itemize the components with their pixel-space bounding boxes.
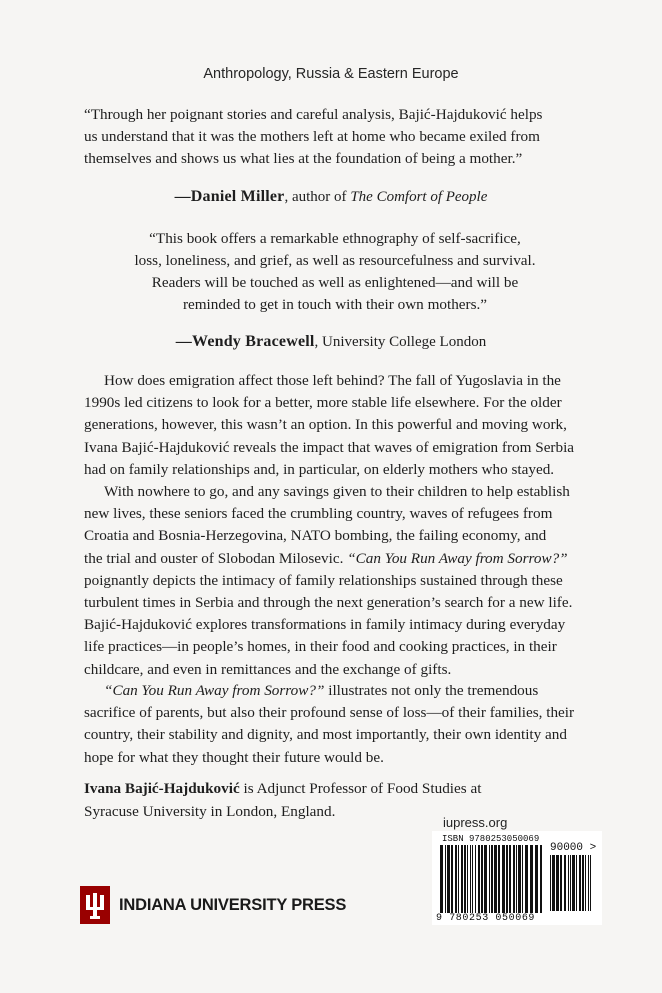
text-line: Bajić-Hajduković explores transformations in family intimacy during everyday xyxy=(84,616,566,634)
text-line: generations, however, this wasn’t an option. In this powerful and moving work, xyxy=(84,416,567,434)
barcode-bar xyxy=(455,845,457,913)
quote-line: themselves and shows us what lies at the foundation of being a mother.” xyxy=(84,150,523,167)
attribution-text: , University College London xyxy=(314,334,487,350)
barcode-bar xyxy=(560,855,562,911)
barcode-bar xyxy=(489,845,490,913)
barcode-bar xyxy=(475,845,476,913)
attribution-text: , author of xyxy=(284,189,351,205)
barcode-bar xyxy=(540,845,542,913)
addon-barcode-bars xyxy=(550,855,594,911)
barcode-bar xyxy=(472,845,473,913)
text-line xyxy=(84,680,624,702)
price-code: 90000 > xyxy=(550,842,597,854)
attribution-book-title: The Comfort of People xyxy=(350,189,488,205)
text-line: How does emigration affect those left behind? The fall of Yugoslavia in the xyxy=(104,372,561,389)
barcode-bar xyxy=(498,845,500,913)
barcode-bar xyxy=(579,855,581,911)
author-bio xyxy=(84,778,624,823)
text-segment: illustrates not only the tremendous xyxy=(324,682,539,699)
barcode-bar xyxy=(552,855,555,911)
quote-line: “This book offers a remarkable ethnography of self-sacrifice, xyxy=(149,230,521,247)
barcode-bar xyxy=(506,845,508,913)
text-segment: the trial and ouster of Slobodan Milosevic. xyxy=(84,549,348,567)
barcode-bar xyxy=(440,845,443,913)
barcode-bar xyxy=(494,845,497,913)
barcode-bar xyxy=(572,855,575,911)
barcode-bar xyxy=(470,845,471,913)
barcode-bar xyxy=(585,855,586,911)
barcode-bar xyxy=(522,845,523,913)
barcode-bar xyxy=(509,845,511,913)
text-line: country, their stability and dignity, and most importantly, their own identity and xyxy=(84,726,567,744)
quote-line: us understand that it was the mothers left at home who became exiled from xyxy=(84,128,540,145)
barcode-bar xyxy=(502,845,505,913)
author-name: Ivana Bajić-Hajduković xyxy=(84,780,240,797)
text-line: turbulent times in Serbia and through the next generation’s search for a new life. xyxy=(84,594,573,612)
barcode-bar xyxy=(458,845,459,913)
attribution-name: —Wendy Bracewell xyxy=(175,333,315,350)
description-paragraph-1 xyxy=(84,370,624,481)
text-line: hope for what they thought their future would be. xyxy=(84,748,384,766)
subject-category: Anthropology, Russia & Eastern Europe xyxy=(203,66,459,82)
text-line: poignantly depicts the intimacy of family relationships sustained through these xyxy=(84,571,563,589)
quote-attribution-miller xyxy=(0,188,662,206)
blurb-quote-bracewell xyxy=(110,228,560,316)
barcode-bar xyxy=(445,845,446,913)
barcode-bar xyxy=(513,845,515,913)
text-line: Croatia and Bosnia-Herzegovina, NATO bombing, the failing economy, and xyxy=(84,527,547,545)
text-segment: is Adjunct Professor of Food Studies at xyxy=(239,780,482,797)
blurb-quote-miller xyxy=(84,104,584,170)
text-line: Syracuse University in London, England. xyxy=(84,802,336,820)
description-paragraph-3 xyxy=(84,680,624,769)
text-line: 1990s led citizens to look for a better, more stable life elsewhere. For the older xyxy=(84,394,562,412)
barcode-bar xyxy=(550,855,551,911)
barcode-bar xyxy=(516,845,517,913)
text-line: With nowhere to go, and any savings given to their children to help establish xyxy=(104,483,570,500)
publisher-website: iupress.org xyxy=(443,815,508,830)
barcode-bar xyxy=(582,855,584,911)
barcode-bar xyxy=(484,845,487,913)
barcode-bar xyxy=(568,855,569,911)
book-title: “Can You Run Away from Sorrow?” xyxy=(104,682,325,699)
publisher-name: INDIANA UNIVERSITY PRESS xyxy=(119,896,347,914)
barcode-bar xyxy=(461,845,463,913)
iu-trident-icon xyxy=(80,886,110,924)
barcode-bar xyxy=(464,845,466,913)
book-title: “Can You Run Away from Sorrow?” xyxy=(347,549,568,567)
barcode-bar xyxy=(518,845,521,913)
barcode-bar xyxy=(467,845,468,913)
isbn-label: ISBN 9780253050069 xyxy=(442,834,540,844)
barcode-bar xyxy=(525,845,528,913)
barcode-bar xyxy=(451,845,453,913)
text-line: had on family relationships and, in particular, on elderly mothers who stayed. xyxy=(84,460,555,478)
text-line xyxy=(84,548,624,570)
barcode-bar xyxy=(590,855,591,911)
quote-attribution-bracewell xyxy=(0,333,662,351)
text-line xyxy=(84,778,624,801)
isbn-barcode xyxy=(432,831,602,925)
barcode-bar xyxy=(556,855,559,911)
barcode-bar xyxy=(481,845,483,913)
text-line: new lives, these seniors faced the crumbling country, waves of refugees from xyxy=(84,505,553,523)
barcode-bar xyxy=(535,845,538,913)
barcode-bar xyxy=(576,855,577,911)
barcode-bar xyxy=(588,855,589,911)
barcode-bar xyxy=(570,855,571,911)
barcode-digits: 9 780253 050069 xyxy=(436,913,536,924)
barcode-bar xyxy=(530,845,533,913)
barcode-bar xyxy=(564,855,566,911)
text-line: life practices—in people’s homes, in their food and cooking practices, in their xyxy=(84,638,557,656)
barcode-bar xyxy=(447,845,450,913)
description-paragraph-2 xyxy=(84,481,624,681)
barcode-bar xyxy=(478,845,480,913)
attribution-name: —Daniel Miller xyxy=(174,188,285,205)
quote-line: “Through her poignant stories and careful analysis, Bajić-Hajduković helps xyxy=(84,106,543,123)
barcode-bars xyxy=(440,845,544,913)
quote-line: Readers will be touched as well as enlightened—and will be xyxy=(151,274,519,291)
text-line: childcare, and even in remittances and the exchange of gifts. xyxy=(84,660,452,678)
quote-line: loss, loneliness, and grief, as well as resourcefulness and survival. xyxy=(134,252,536,269)
text-line: Ivana Bajić-Hajduković reveals the impact that waves of emigration from Serbia xyxy=(84,438,575,456)
barcode-bar xyxy=(491,845,493,913)
text-line: sacrifice of parents, but also their profound sense of loss—of their families, their xyxy=(84,704,575,722)
quote-line: reminded to get in touch with their own mothers.” xyxy=(182,296,488,313)
